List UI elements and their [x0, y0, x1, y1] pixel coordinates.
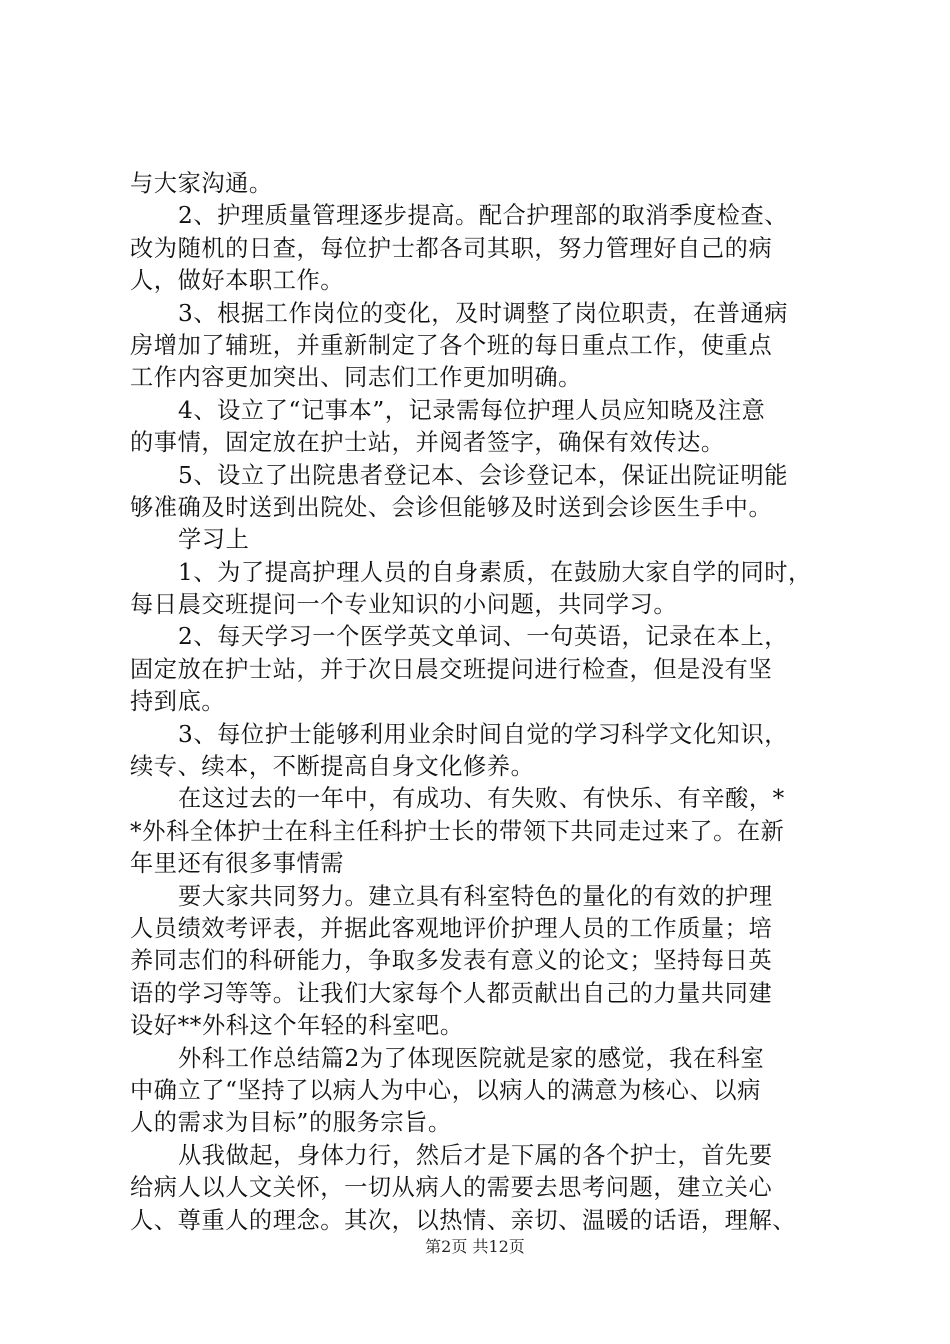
text-line: 给病人以人文关怀，一切从病人的需要去思考问题，建立关心: [130, 1174, 773, 1202]
text-line: 1、为了提高护理人员的自身素质，在鼓励大家自学的同时，: [178, 558, 812, 586]
text-line: 学习上: [178, 526, 250, 554]
text-line: 3、根据工作岗位的变化，及时调整了岗位职责，在普通病: [178, 299, 789, 327]
text-line: 续专、续本，不断提高自身文化修养。: [130, 753, 535, 781]
document-body: [130, 168, 830, 1237]
text-line: 中确立了“坚持了以病人为中心，以病人的满意为核心、以病: [130, 1076, 761, 1104]
text-line: 2、护理质量管理逐步提高。配合护理部的取消季度检查、: [178, 202, 789, 230]
text-line: 人员绩效考评表，并据此客观地评价护理人员的工作质量；培: [130, 914, 773, 942]
text-line: 设好**外科这个年轻的科室吧。: [130, 1012, 464, 1040]
text-line: 3、每位护士能够利用业余时间自觉的学习科学文化知识，: [178, 720, 789, 748]
text-line: *外科全体护士在科主任科护士长的带领下共同走过来了。在新: [130, 817, 785, 845]
text-line: 养同志们的科研能力，争取多发表有意义的论文；坚持每日英: [130, 947, 773, 975]
text-line: 工作内容更加突出、同志们工作更加明确。: [130, 364, 582, 392]
text-line: 与大家沟通。: [130, 170, 273, 197]
text-line: 4、设立了“记事本”，记录需每位护理人员应知晓及注意: [178, 396, 766, 424]
text-line: 2、每天学习一个医学英文单词、一句英语，记录在本上，: [178, 623, 789, 651]
text-line: 持到底。: [130, 688, 226, 716]
text-line: 5、设立了出院患者登记本、会诊登记本，保证出院证明能: [178, 461, 789, 489]
text-line: 够准确及时送到出院处、会诊但能够及时送到会诊医生手中。: [130, 493, 773, 521]
text-line: 语的学习等等。让我们大家每个人都贡献出自己的力量共同建: [130, 979, 773, 1007]
text-line: 的事情，固定放在护士站，并阅者签字，确保有效传达。: [130, 429, 725, 457]
text-line: 固定放在护士站，并于次日晨交班提问进行检查，但是没有坚: [130, 655, 773, 683]
page-footer: 第2页 共12页: [425, 1237, 525, 1256]
text-line: 从我做起，身体力行，然后才是下属的各个护士，首先要: [178, 1141, 773, 1169]
text-line: 人，做好本职工作。: [130, 267, 345, 295]
text-line: 改为随机的日查，每位护士都各司其职，努力管理好自己的病: [130, 234, 773, 262]
text-line: 外科工作总结篇2为了体现医院就是家的感觉，我在科室: [178, 1044, 765, 1072]
text-line: 年里还有很多事情需: [130, 850, 345, 878]
text-line: 在这过去的一年中，有成功、有失败、有快乐、有辛酸，*: [178, 785, 785, 813]
text-line: 房增加了辅班，并重新制定了各个班的每日重点工作，使重点: [130, 331, 773, 359]
text-line: 每日晨交班提问一个专业知识的小问题，共同学习。: [130, 591, 678, 619]
text-line: 人、尊重人的理念。其次，以热情、亲切、温暖的话语，理解、: [130, 1206, 797, 1234]
text-line: 要大家共同努力。建立具有科室特色的量化的有效的护理: [178, 882, 773, 910]
text-line: 人的需求为目标”的服务宗旨。: [130, 1109, 452, 1137]
